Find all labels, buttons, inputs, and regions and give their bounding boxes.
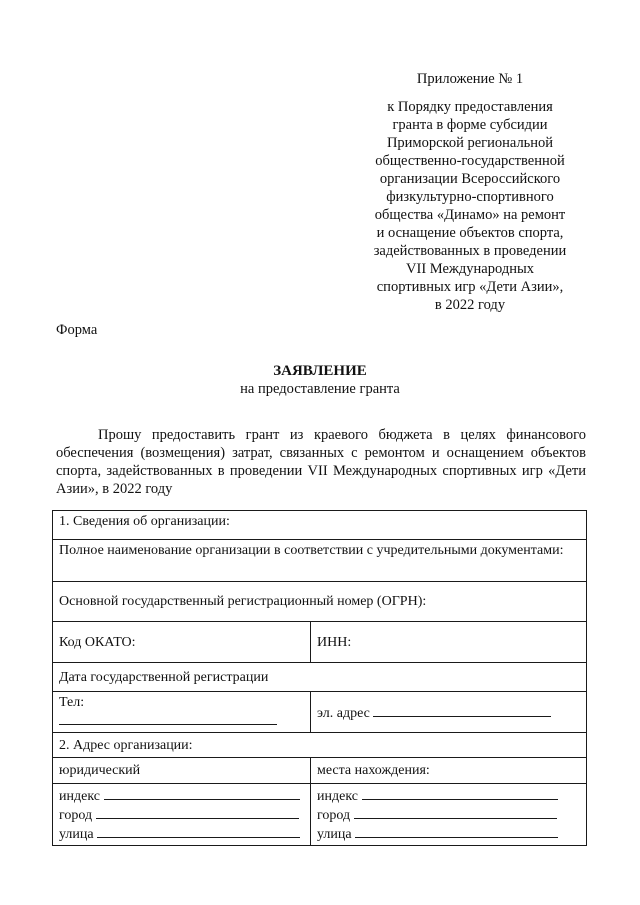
appendix-line: Приморской региональной <box>386 135 554 151</box>
section1-heading: 1. Сведения об организации: <box>53 511 587 540</box>
actual-city-label: город <box>317 808 351 823</box>
appendix-line: общественно-государственной <box>375 153 565 169</box>
legal-city-blank[interactable] <box>96 805 299 819</box>
appendix-line: к Порядку предоставления <box>387 99 553 115</box>
appendix-block <box>350 70 590 314</box>
legal-street-row[interactable] <box>59 824 304 843</box>
legal-address-block <box>53 784 311 846</box>
actual-street-label: улица <box>317 827 352 842</box>
actual-address-heading: места нахождения: <box>311 758 587 784</box>
appendix-line: общества «Динамо» на ремонт <box>374 207 566 223</box>
legal-index-row[interactable] <box>59 786 304 805</box>
appendix-line: в 2022 году <box>434 297 506 313</box>
application-table <box>52 510 587 846</box>
actual-index-blank[interactable] <box>362 786 558 800</box>
section2-heading: 2. Адрес организации: <box>53 733 587 758</box>
appendix-line: VII Международных <box>406 261 534 277</box>
actual-address-block <box>311 784 587 846</box>
actual-index-row[interactable] <box>317 786 580 805</box>
legal-city-label: город <box>59 808 93 823</box>
legal-city-row[interactable] <box>59 805 304 824</box>
legal-street-label: улица <box>59 827 94 842</box>
appendix-title: Приложение № 1 <box>416 71 524 87</box>
appendix-line: физкультурно-спортивного <box>386 189 554 205</box>
document-subtitle: на предоставление гранта <box>240 381 400 397</box>
email-blank[interactable] <box>373 703 551 717</box>
ogrn-field[interactable]: Основной государственный регистрационный номер (ОГРН): <box>53 582 587 622</box>
request-paragraph: Прошу предоставить грант из краевого бюджета в целях финансового обеспечения (возмещения) затрат, связанных с ремонтом и оснащением объектов спорта, задействованных в проведении VII Международных спортивных игр «Дети Азии», в 2022 году <box>56 427 586 497</box>
appendix-line: гранта в форме субсидии <box>392 117 548 133</box>
legal-street-blank[interactable] <box>97 824 300 838</box>
appendix-line: организации Всероссийского <box>379 171 561 187</box>
appendix-body <box>350 98 590 314</box>
legal-index-label: индекс <box>59 789 100 804</box>
actual-street-blank[interactable] <box>355 824 558 838</box>
form-label: Форма <box>56 322 98 338</box>
legal-index-blank[interactable] <box>104 786 300 800</box>
appendix-line: и оснащение объектов спорта, <box>376 225 564 241</box>
actual-city-blank[interactable] <box>354 805 557 819</box>
email-label: эл. адрес <box>317 705 370 721</box>
okato-field[interactable]: Код ОКАТО: <box>53 622 311 663</box>
reg-date-field[interactable]: Дата государственной регистрации <box>53 663 587 692</box>
document-title: ЗАЯВЛЕНИЕ <box>273 363 367 379</box>
email-field[interactable] <box>311 692 587 733</box>
actual-index-label: индекс <box>317 789 358 804</box>
inn-field[interactable]: ИНН: <box>311 622 587 663</box>
legal-address-heading: юридический <box>53 758 311 784</box>
phone-field[interactable] <box>53 692 311 733</box>
appendix-line: задействованных в проведении <box>373 243 567 259</box>
phone-blank[interactable] <box>59 711 277 725</box>
full-name-field[interactable]: Полное наименование организации в соответствии с учредительными документами: <box>53 540 587 582</box>
actual-city-row[interactable] <box>317 805 580 824</box>
phone-label: Тел: <box>59 695 85 710</box>
actual-street-row[interactable] <box>317 824 580 843</box>
appendix-line: спортивных игр «Дети Азии», <box>376 279 564 295</box>
